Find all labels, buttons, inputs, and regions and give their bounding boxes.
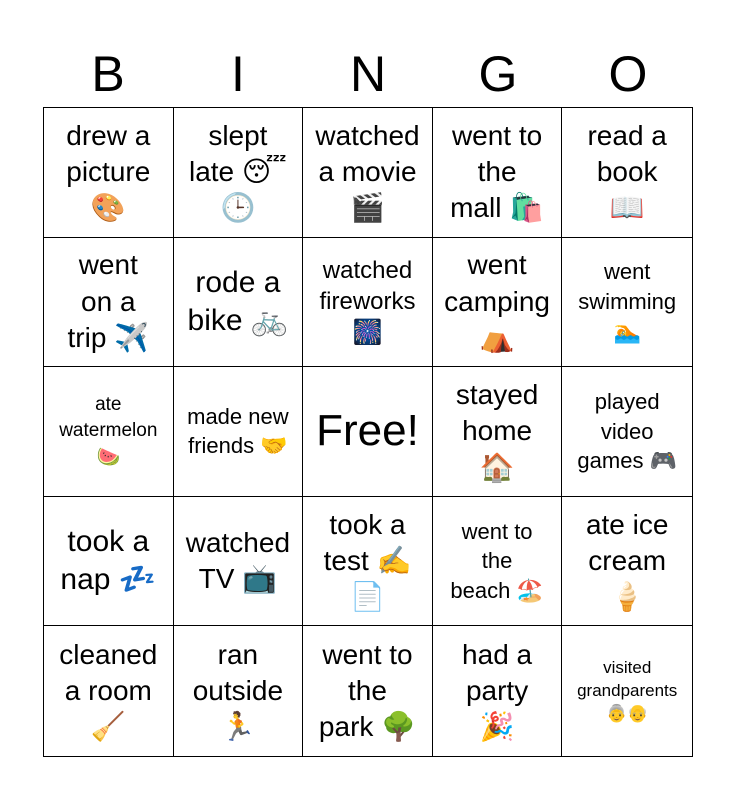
bingo-cell[interactable]: read a book 📖 bbox=[562, 108, 692, 238]
header-letter-b: B bbox=[91, 46, 125, 102]
free-space[interactable]: Free! bbox=[303, 367, 433, 497]
bingo-cell[interactable]: ate watermelon 🍉 bbox=[44, 367, 174, 497]
bingo-cell[interactable]: made new friends 🤝 bbox=[174, 367, 304, 497]
bingo-cell[interactable]: took a nap 💤 bbox=[44, 497, 174, 627]
bingo-cell[interactable]: drew a picture 🎨 bbox=[44, 108, 174, 238]
bingo-cell[interactable]: went swimming 🏊 bbox=[562, 238, 692, 368]
bingo-cell[interactable]: watched a movie 🎬 bbox=[303, 108, 433, 238]
bingo-cell[interactable]: had a party 🎉 bbox=[433, 626, 563, 756]
bingo-cell[interactable]: visited grandparents 👵👴 bbox=[577, 657, 678, 723]
header-letter-g: G bbox=[478, 46, 518, 102]
bingo-cell[interactable]: went on a trip ✈️ bbox=[44, 238, 174, 368]
header-letter-o: O bbox=[608, 46, 648, 102]
bingo-cell[interactable]: took a test ✍️ 📄 bbox=[303, 497, 433, 627]
bingo-cell[interactable]: ran outside 🏃 bbox=[174, 626, 304, 756]
bingo-cell[interactable]: slept late 😴 🕒 bbox=[174, 108, 304, 238]
bingo-header bbox=[43, 40, 693, 108]
bingo-board bbox=[43, 107, 693, 757]
header-letter-n: N bbox=[349, 46, 387, 102]
bingo-cell[interactable]: watched TV 📺 bbox=[174, 497, 304, 627]
bingo-cell[interactable]: stayed home 🏠 bbox=[433, 367, 563, 497]
bingo-cell[interactable]: rode a bike 🚲 bbox=[174, 238, 304, 368]
bingo-cell[interactable]: went to the park 🌳 bbox=[303, 626, 433, 756]
bingo-cell[interactable]: went camping ⛺ bbox=[433, 238, 563, 368]
header-letter-i: I bbox=[231, 46, 245, 102]
bingo-cell[interactable]: went to the beach 🏖️ bbox=[433, 497, 563, 627]
bingo-cell[interactable]: went to the mall 🛍️ bbox=[433, 108, 563, 238]
bingo-cell[interactable]: ate ice cream 🍦 bbox=[562, 497, 692, 627]
bingo-cell[interactable]: cleaned a room 🧹 bbox=[44, 626, 174, 756]
bingo-cell[interactable]: played video games 🎮 bbox=[562, 367, 692, 497]
bingo-cell[interactable]: watched fireworks 🎆 bbox=[303, 238, 433, 368]
